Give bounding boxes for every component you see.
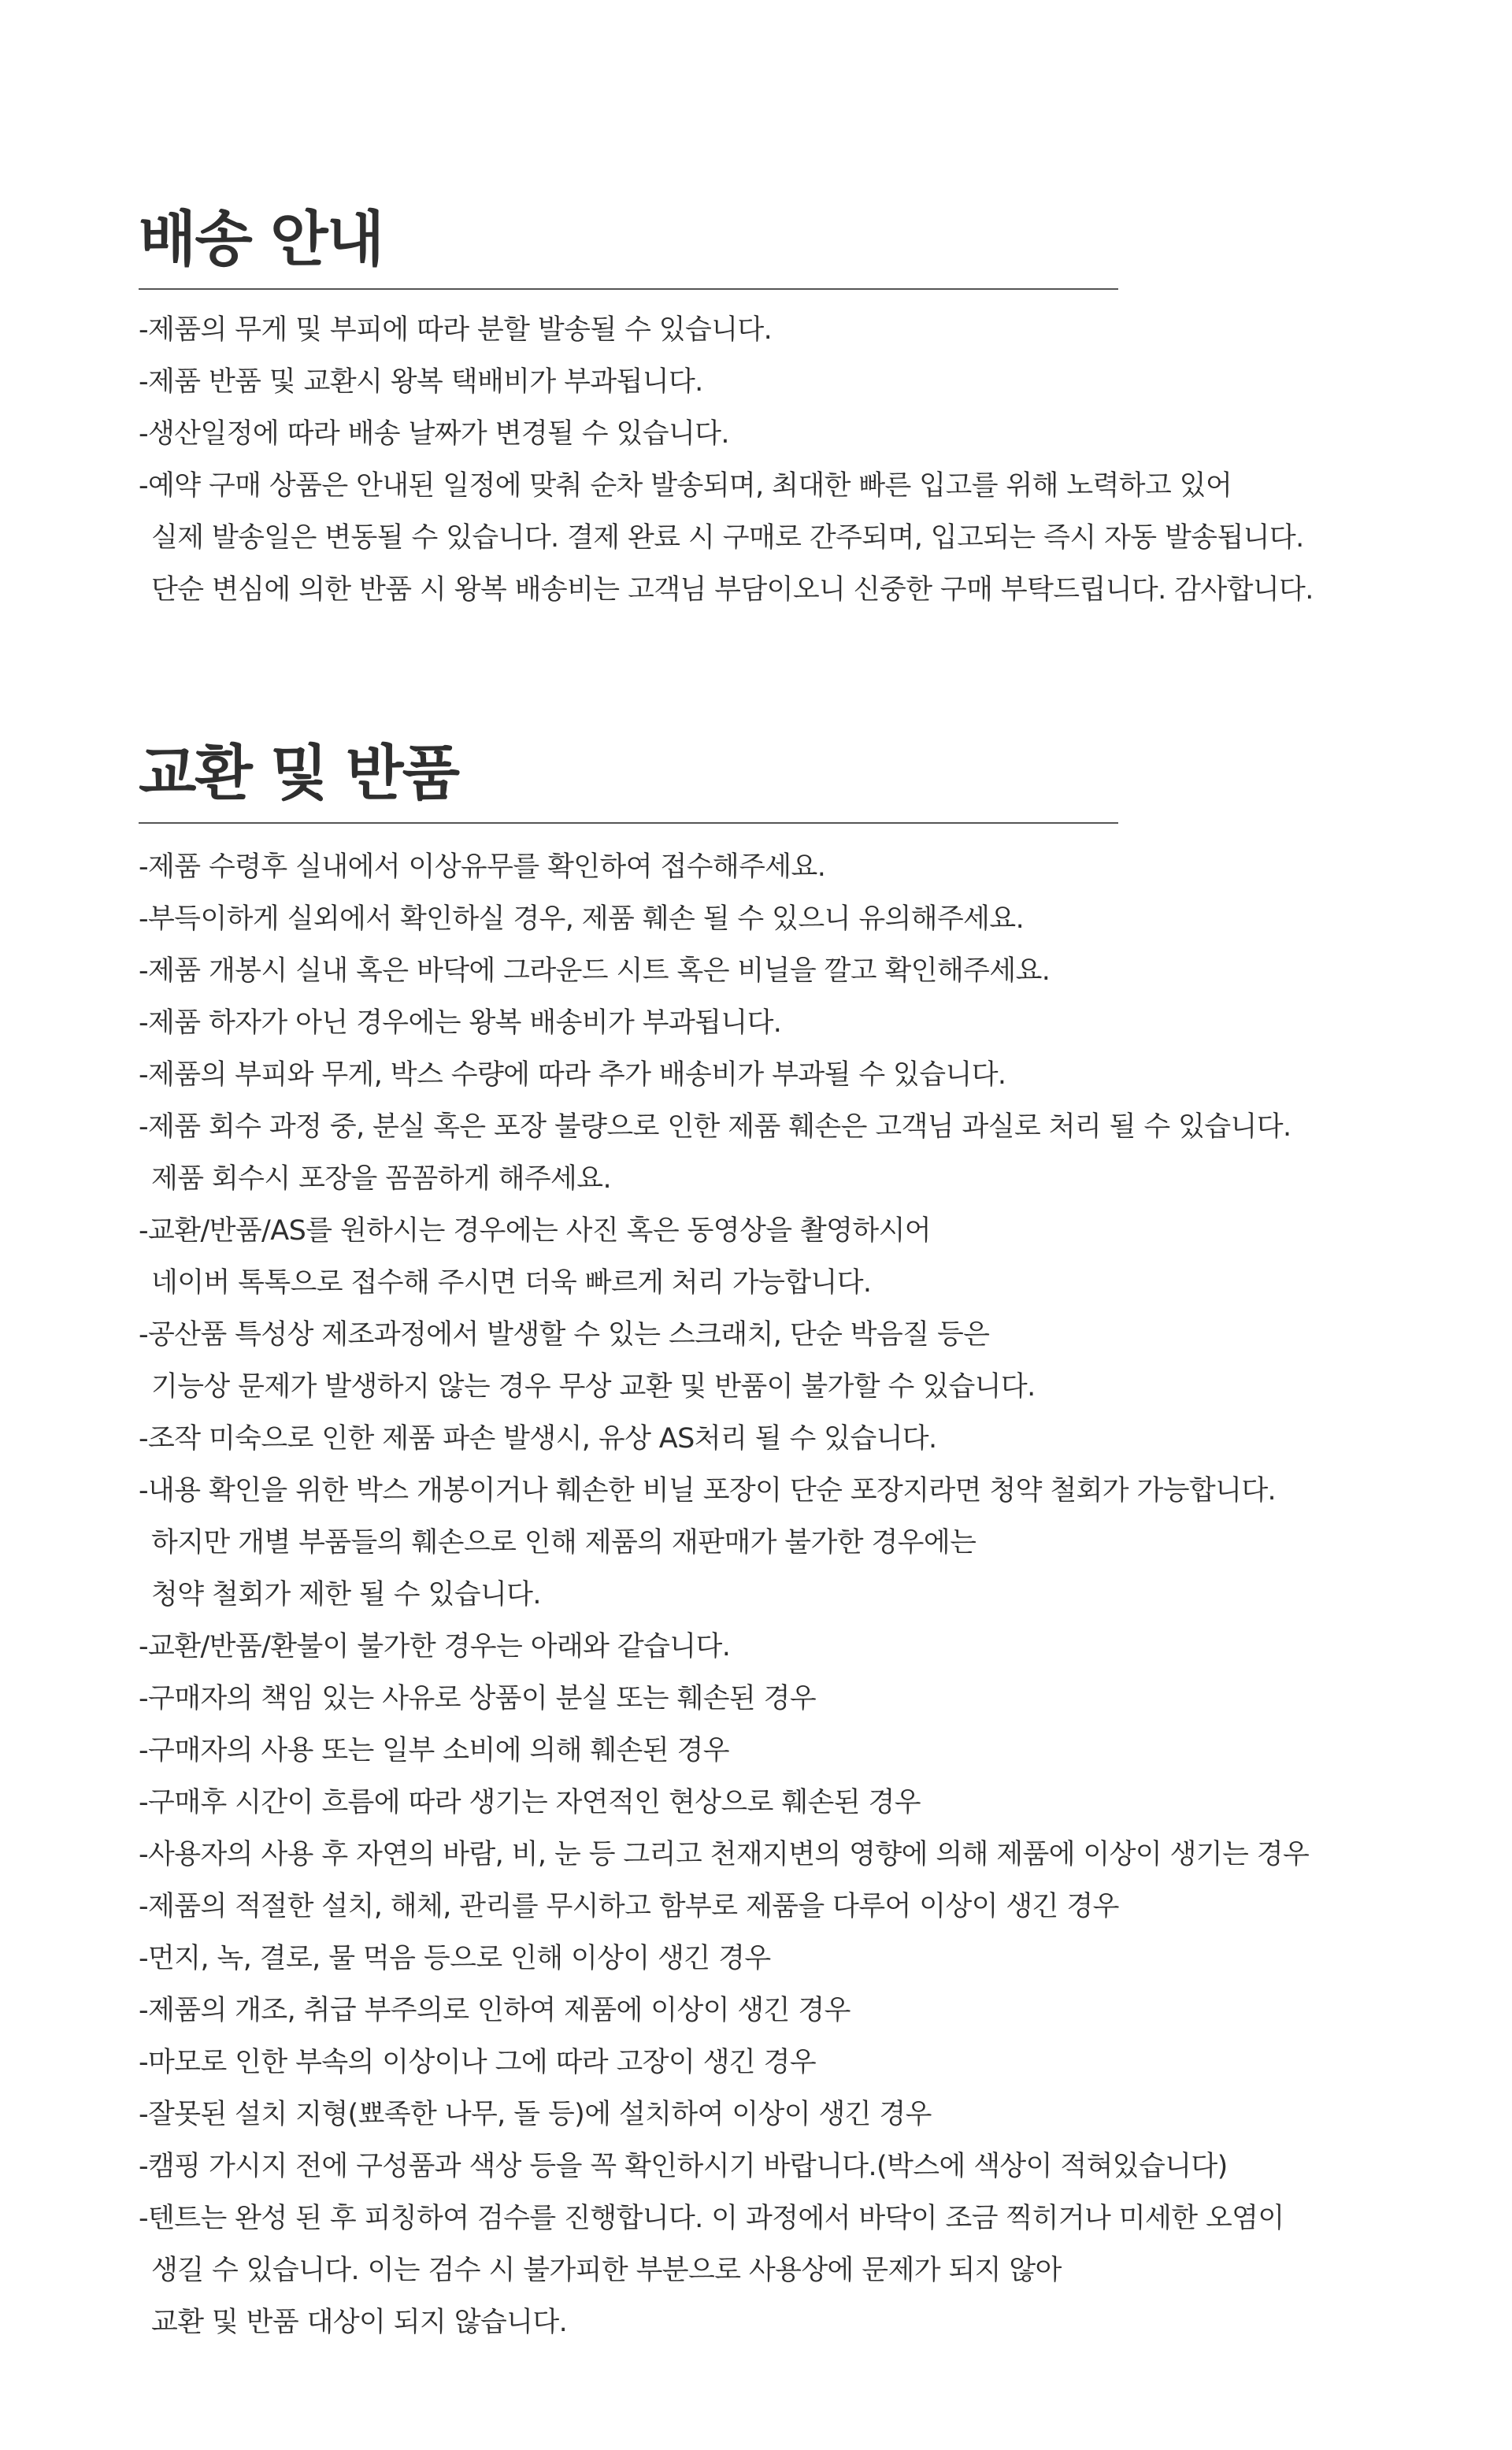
notice-line: -제품의 무게 및 부피에 따라 분할 발송될 수 있습니다. xyxy=(139,314,773,346)
notice-line: 단순 변심에 의한 반품 시 왕복 배송비는 고객님 부담이오니 신중한 구매 부탁드립니다. 감사합니다. xyxy=(151,574,1314,606)
notice-line: -예약 구매 상품은 안내된 일정에 맞춰 순차 발송되며, 최대한 빠른 입고를 위해 노력하고 있어 xyxy=(139,470,1232,502)
notice-line: -먼지, 녹, 결로, 물 먹음 등으로 인해 이상이 생긴 경우 xyxy=(139,1943,771,1974)
notice-line: -사용자의 사용 후 자연의 바람, 비, 눈 등 그리고 천재지변의 영향에 의해 제품에 이상이 생기는 경우 xyxy=(139,1839,1310,1870)
notice-line: -구매자의 사용 또는 일부 소비에 의해 훼손된 경우 xyxy=(139,1735,729,1766)
returns-title: 교환 및 반품 xyxy=(139,738,458,808)
notice-line: 기능상 문제가 발생하지 않는 경우 무상 교환 및 반품이 불가할 수 있습니다. xyxy=(151,1371,1036,1403)
shipping-section xyxy=(139,204,1314,616)
notice-line: -조작 미숙으로 인한 제품 파손 발생시, 유상 AS처리 될 수 있습니다. xyxy=(139,1423,937,1455)
notice-line: -부득이하게 실외에서 확인하실 경우, 제품 훼손 될 수 있으니 유의해주세요. xyxy=(139,903,1025,935)
shipping-list xyxy=(139,304,1314,616)
notice-line: 생길 수 있습니다. 이는 검수 시 불가피한 부분으로 사용상에 문제가 되지 않아 xyxy=(151,2255,1062,2286)
notice-line: -교환/반품/환불이 불가한 경우는 아래와 같습니다. xyxy=(139,1631,731,1662)
notice-line: -텐트는 완성 된 후 피칭하여 검수를 진행합니다. 이 과정에서 바닥이 조금 찍히거나 미세한 오염이 xyxy=(139,2203,1284,2234)
notice-line: -내용 확인을 위한 박스 개봉이거나 훼손한 비닐 포장이 단순 포장지라면 청약 철회가 가능합니다. xyxy=(139,1475,1277,1507)
notice-line: 하지만 개별 부품들의 훼손으로 인해 제품의 재판매가 불가한 경우에는 xyxy=(151,1527,976,1559)
shipping-title: 배송 안내 xyxy=(139,204,384,274)
notice-line: 제품 회수시 포장을 꼼꼼하게 해주세요. xyxy=(151,1163,611,1195)
notice-line: -잘못된 설치 지형(뾰족한 나무, 돌 등)에 설치하여 이상이 생긴 경우 xyxy=(139,2099,932,2130)
notice-line: -캠핑 가시지 전에 구성품과 색상 등을 꼭 확인하시기 바랍니다.(박스에 색상이 적혀있습니다) xyxy=(139,2151,1228,2182)
notice-line: -제품의 적절한 설치, 해체, 관리를 무시하고 함부로 제품을 다루어 이상이 생긴 경우 xyxy=(139,1891,1119,1922)
notice-line: -구매후 시간이 흐름에 따라 생기는 자연적인 현상으로 훼손된 경우 xyxy=(139,1787,921,1818)
notice-line: 청약 철회가 제한 될 수 있습니다. xyxy=(151,1579,541,1610)
notice-line: 교환 및 반품 대상이 되지 않습니다. xyxy=(151,2307,568,2338)
returns-list xyxy=(139,841,1310,2348)
notice-line: -교환/반품/AS를 원하시는 경우에는 사진 혹은 동영상을 촬영하시어 xyxy=(139,1215,931,1247)
notice-line: -제품 수령후 실내에서 이상유무를 확인하여 접수해주세요. xyxy=(139,851,826,883)
notice-line: -제품의 개조, 취급 부주의로 인하여 제품에 이상이 생긴 경우 xyxy=(139,1995,850,2026)
notice-line: -제품 반품 및 교환시 왕복 택배비가 부과됩니다. xyxy=(139,366,703,398)
notice-line: 실제 발송일은 변동될 수 있습니다. 결제 완료 시 구매로 간주되며, 입고되는 즉시 자동 발송됩니다. xyxy=(151,522,1304,554)
returns-section xyxy=(139,738,1310,2348)
notice-line: -제품 회수 과정 중, 분실 혹은 포장 불량으로 인한 제품 훼손은 고객님 과실로 처리 될 수 있습니다. xyxy=(139,1111,1292,1143)
notice-line: -공산품 특성상 제조과정에서 발생할 수 있는 스크래치, 단순 박음질 등은 xyxy=(139,1319,990,1351)
returns-divider xyxy=(139,822,1118,824)
notice-line: -제품 하자가 아닌 경우에는 왕복 배송비가 부과됩니다. xyxy=(139,1007,782,1039)
notice-line: -제품 개봉시 실내 혹은 바닥에 그라운드 시트 혹은 비닐을 깔고 확인해주세요. xyxy=(139,955,1051,987)
notice-line: -구매자의 책임 있는 사유로 상품이 분실 또는 훼손된 경우 xyxy=(139,1683,817,1714)
shipping-divider xyxy=(139,288,1118,290)
notice-line: -마모로 인한 부속의 이상이나 그에 따라 고장이 생긴 경우 xyxy=(139,2047,817,2078)
notice-line: 네이버 톡톡으로 접수해 주시면 더욱 빠르게 처리 가능합니다. xyxy=(151,1267,872,1299)
notice-line: -제품의 부피와 무게, 박스 수량에 따라 추가 배송비가 부과될 수 있습니다. xyxy=(139,1059,1006,1091)
notice-line: -생산일정에 따라 배송 날짜가 변경될 수 있습니다. xyxy=(139,418,729,450)
